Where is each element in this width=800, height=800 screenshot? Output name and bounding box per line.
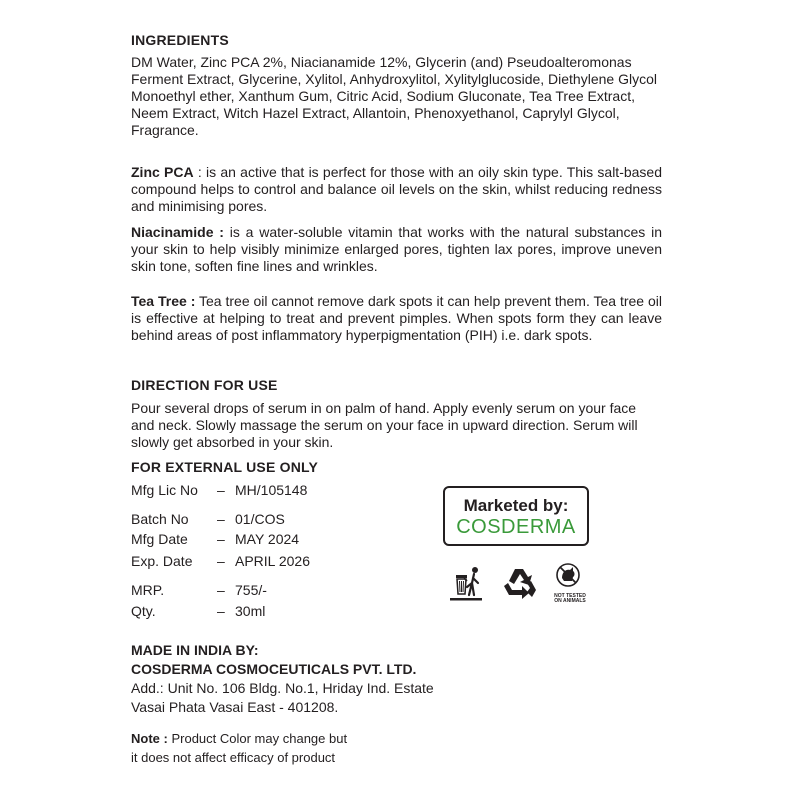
marketed-by-box: [443, 486, 589, 546]
made-in-heading: MADE IN INDIA BY:: [131, 642, 259, 658]
address-line-2: Vasai Phata Vasai East - 401208.: [131, 699, 339, 715]
spec-label: MRP.: [131, 582, 165, 598]
note-line-1: Product Color may change but: [171, 731, 348, 746]
spec-value: 755/-: [235, 582, 267, 598]
dispose-in-bin-icon: [447, 565, 487, 603]
spec-value: MH/105148: [235, 482, 308, 498]
spec-dash: –: [217, 531, 225, 547]
spec-dash: –: [217, 511, 225, 527]
spec-value: 30ml: [235, 603, 266, 619]
note-line-2: it does not affect efficacy of product: [131, 750, 336, 765]
active-niacinamide: [131, 224, 662, 275]
active-desc: Tea tree oil cannot remove dark spots it can help prevent them. Tea tree oil is effective at helping to treat and prevent pimples. When spots form they can leave behind areas of post inflammatory hyperpigmentation (PIH) i.e. dark spots.: [131, 293, 662, 343]
active-name: Zinc PCA: [131, 164, 194, 180]
direction-text: Pour several drops of serum in on palm of hand. Apply evenly serum on your face and neck. Slowly massage the serum on your face in upward direction. Serum will slowly get absorbed in your skin.: [131, 400, 638, 450]
spec-label: Batch No: [131, 511, 189, 527]
spec-dash: –: [217, 482, 225, 498]
recycle-icon: [501, 565, 539, 601]
spec-dash: –: [217, 553, 225, 569]
spec-batch-no: [131, 511, 431, 529]
not-tested-label: NOT TESTED ON ANIMALS: [554, 593, 586, 604]
manufacturer-block: [131, 641, 434, 717]
external-use-warning: FOR EXTERNAL USE ONLY: [131, 459, 319, 475]
spec-label: Qty.: [131, 603, 156, 619]
active-tea-tree: [131, 293, 662, 344]
active-zinc-pca: Zinc PCA : is an active that is perfect for those with an oily skin type. This salt-based compound helps to control and balance oil levels on the skin, whilst reducing redness and minimising pores.: [131, 164, 663, 214]
spec-exp-date: [131, 553, 431, 571]
note-label: Note :: [131, 731, 168, 746]
spec-mfg-date: [131, 531, 431, 549]
spec-label: Mfg Lic No: [131, 482, 198, 498]
spec-value: APRIL 2026: [235, 553, 310, 569]
company-name: COSDERMA COSMOCEUTICALS PVT. LTD.: [131, 661, 417, 677]
address-line-1: Add.: Unit No. 106 Bldg. No.1, Hriday Ind. Estate: [131, 680, 434, 696]
active-desc: is a water-soluble vitamin that works with the natural substances in your skin to help visibly minimize enlarged pores, tighten lax pores, improve uneven skin tone, soften fine lines and wrinkles.: [131, 224, 662, 274]
marketed-by-title: Marketed by:: [463, 496, 569, 515]
spec-mfg-lic: [131, 482, 431, 500]
not-tested-on-animals-icon: [554, 562, 586, 590]
ingredients-heading: INGREDIENTS: [131, 32, 229, 48]
spec-qty: [131, 603, 431, 621]
spec-dash: –: [217, 582, 225, 598]
spec-dash: –: [217, 603, 225, 619]
spec-label: Mfg Date: [131, 531, 188, 547]
ingredients-text: DM Water, Zinc PCA 2%, Niacianamide 12%, Glycerin (and) Pseudoalteromonas Ferment Extract, Glycerine, Xylitol, Anhydroxylitol, Xylitylglucoside, Diethylene Glycol Monoethyl ether, Xanthum Gum, Citric Acid, Sodium Gluconate, Tea Tree Extract, Neem Extract, Witch Hazel Extract, Allantoin, Phenoxyethanol, Caprylyl Glycol, Fragrance.: [131, 54, 657, 138]
active-name: Tea Tree :: [131, 293, 196, 309]
active-name: Niacinamide :: [131, 224, 224, 240]
spec-label: Exp. Date: [131, 553, 193, 569]
spec-value: MAY 2024: [235, 531, 300, 547]
spec-mrp: [131, 582, 431, 600]
direction-heading: DIRECTION FOR USE: [131, 377, 278, 393]
spec-value: 01/COS: [235, 511, 285, 527]
brand-name: COSDERMA: [456, 516, 576, 538]
note-block: [131, 729, 347, 767]
active-desc: is an active that is perfect for those with an oily skin type. This salt-based compound helps to control and balance oil levels on the skin, whilst reducing redness and minimising pores.: [131, 164, 663, 214]
